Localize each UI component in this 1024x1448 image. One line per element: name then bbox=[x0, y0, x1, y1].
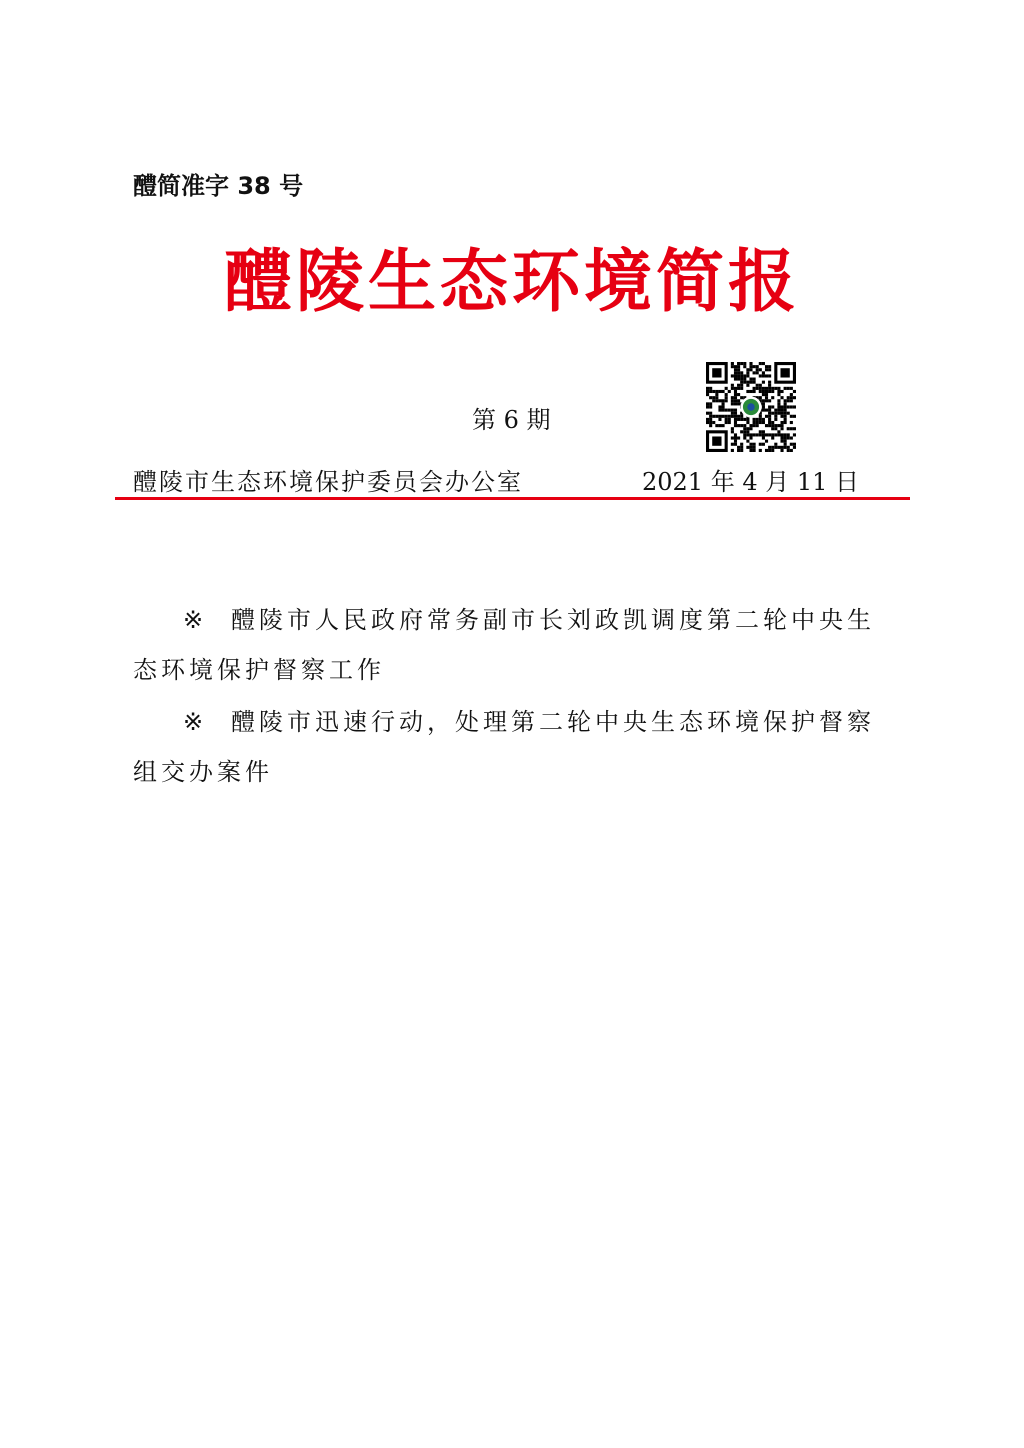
qr-code-icon bbox=[706, 362, 796, 452]
reference-mark: ※ bbox=[183, 606, 208, 634]
reference-mark: ※ bbox=[183, 708, 208, 736]
bulletin-title: 醴陵生态环境简报 bbox=[223, 243, 800, 322]
document-number: 醴简准字 38 号 bbox=[133, 172, 304, 200]
contents-item-text: 醴陵市迅速行动，处理第二轮中央生态环境保护督察组交办案件 bbox=[133, 708, 875, 786]
contents-item-text: 醴陵市人民政府常务副市长刘政凯调度第二轮中央生态环境保护督察工作 bbox=[133, 606, 875, 684]
issue-number: 第 6 期 bbox=[472, 406, 551, 434]
contents-item bbox=[133, 595, 893, 695]
red-divider-line bbox=[115, 497, 910, 500]
issue-date: 2021 年 4 月 11 日 bbox=[642, 468, 860, 496]
contents-item bbox=[133, 697, 893, 797]
issuing-office: 醴陵市生态环境保护委员会办公室 bbox=[133, 468, 523, 496]
